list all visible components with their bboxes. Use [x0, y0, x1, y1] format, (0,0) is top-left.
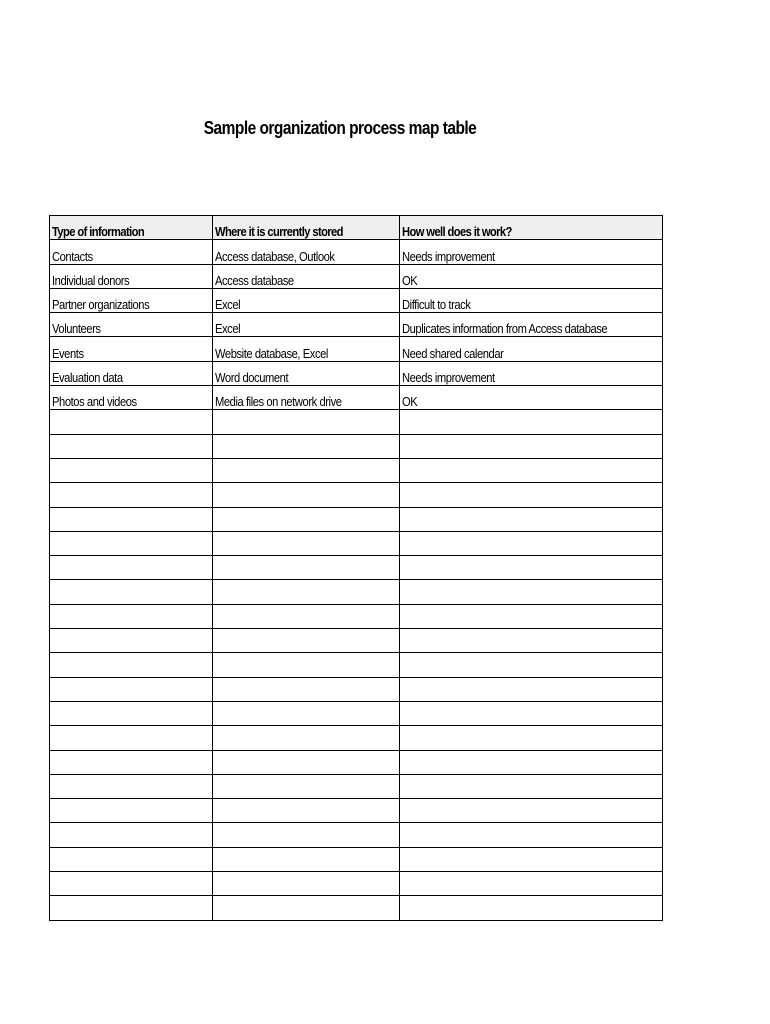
storage-cell [213, 896, 400, 920]
storage-cell [213, 410, 400, 434]
storage-cell [213, 458, 400, 482]
storage-cell [213, 556, 400, 580]
table-row [50, 434, 663, 458]
storage-cell: Access database [213, 264, 400, 288]
storage-cell [213, 847, 400, 871]
type-cell: Partner organizations [50, 288, 213, 312]
storage-cell: Website database, Excel [213, 337, 400, 361]
type-cell [50, 847, 213, 871]
effectiveness-cell [400, 799, 663, 823]
storage-cell [213, 604, 400, 628]
type-cell [50, 434, 213, 458]
type-cell [50, 507, 213, 531]
type-cell: Evaluation data [50, 361, 213, 385]
table-row [50, 823, 663, 847]
effectiveness-cell [400, 774, 663, 798]
type-cell [50, 799, 213, 823]
table-row [50, 361, 663, 385]
storage-cell: Media files on network drive [213, 386, 400, 410]
type-cell [50, 750, 213, 774]
type-cell [50, 483, 213, 507]
table-row [50, 774, 663, 798]
table-row [50, 410, 663, 434]
table-row [50, 653, 663, 677]
type-cell [50, 872, 213, 896]
table-row [50, 507, 663, 531]
effectiveness-cell [400, 872, 663, 896]
table-row [50, 726, 663, 750]
type-cell [50, 629, 213, 653]
type-cell [50, 653, 213, 677]
effectiveness-cell [400, 629, 663, 653]
column-header-effectiveness: How well does it work? [400, 216, 663, 240]
storage-cell [213, 531, 400, 555]
table-row [50, 799, 663, 823]
storage-cell [213, 750, 400, 774]
table-row [50, 531, 663, 555]
type-cell: Volunteers [50, 313, 213, 337]
type-cell: Individual donors [50, 264, 213, 288]
type-cell [50, 726, 213, 750]
type-cell [50, 823, 213, 847]
table-row [50, 872, 663, 896]
effectiveness-cell [400, 677, 663, 701]
effectiveness-cell: OK [400, 386, 663, 410]
effectiveness-cell [400, 483, 663, 507]
type-cell [50, 604, 213, 628]
effectiveness-cell [400, 580, 663, 604]
type-cell: Photos and videos [50, 386, 213, 410]
table-row [50, 240, 663, 264]
effectiveness-cell: OK [400, 264, 663, 288]
storage-cell: Word document [213, 361, 400, 385]
effectiveness-cell [400, 434, 663, 458]
effectiveness-cell: Need shared calendar [400, 337, 663, 361]
table-row [50, 701, 663, 725]
effectiveness-cell [400, 750, 663, 774]
table-row [50, 313, 663, 337]
storage-cell [213, 872, 400, 896]
table-row [50, 337, 663, 361]
type-cell [50, 531, 213, 555]
effectiveness-cell [400, 604, 663, 628]
column-header-storage: Where it is currently stored [213, 216, 400, 240]
table-row [50, 896, 663, 920]
storage-cell [213, 774, 400, 798]
effectiveness-cell: Needs improvement [400, 240, 663, 264]
storage-cell [213, 483, 400, 507]
type-cell [50, 410, 213, 434]
type-cell [50, 458, 213, 482]
type-cell [50, 774, 213, 798]
type-cell [50, 896, 213, 920]
storage-cell [213, 629, 400, 653]
effectiveness-cell: Needs improvement [400, 361, 663, 385]
effectiveness-cell [400, 410, 663, 434]
type-cell [50, 677, 213, 701]
table-row [50, 386, 663, 410]
process-map-table [49, 215, 663, 921]
storage-cell [213, 799, 400, 823]
effectiveness-cell: Duplicates information from Access database [400, 313, 663, 337]
table-row [50, 556, 663, 580]
storage-cell: Excel [213, 313, 400, 337]
effectiveness-cell [400, 701, 663, 725]
column-header-type: Type of information [50, 216, 213, 240]
table-row [50, 580, 663, 604]
storage-cell [213, 507, 400, 531]
effectiveness-cell [400, 458, 663, 482]
storage-cell [213, 701, 400, 725]
storage-cell [213, 726, 400, 750]
effectiveness-cell [400, 531, 663, 555]
table-row [50, 629, 663, 653]
page-title: Sample organization process map table [203, 118, 477, 138]
type-cell [50, 580, 213, 604]
table-body [50, 240, 663, 920]
type-cell [50, 556, 213, 580]
table-row [50, 750, 663, 774]
table-header-row [50, 216, 663, 240]
type-cell [50, 701, 213, 725]
storage-cell: Access database, Outlook [213, 240, 400, 264]
table-row [50, 483, 663, 507]
storage-cell [213, 823, 400, 847]
effectiveness-cell [400, 896, 663, 920]
type-cell: Contacts [50, 240, 213, 264]
effectiveness-cell [400, 556, 663, 580]
storage-cell [213, 434, 400, 458]
table-row [50, 847, 663, 871]
type-cell: Events [50, 337, 213, 361]
effectiveness-cell: Difficult to track [400, 288, 663, 312]
storage-cell [213, 653, 400, 677]
table-row [50, 458, 663, 482]
table-row [50, 264, 663, 288]
storage-cell: Excel [213, 288, 400, 312]
storage-cell [213, 677, 400, 701]
effectiveness-cell [400, 653, 663, 677]
table-row [50, 677, 663, 701]
table-row [50, 604, 663, 628]
storage-cell [213, 580, 400, 604]
effectiveness-cell [400, 507, 663, 531]
table-row [50, 288, 663, 312]
effectiveness-cell [400, 823, 663, 847]
effectiveness-cell [400, 726, 663, 750]
effectiveness-cell [400, 847, 663, 871]
